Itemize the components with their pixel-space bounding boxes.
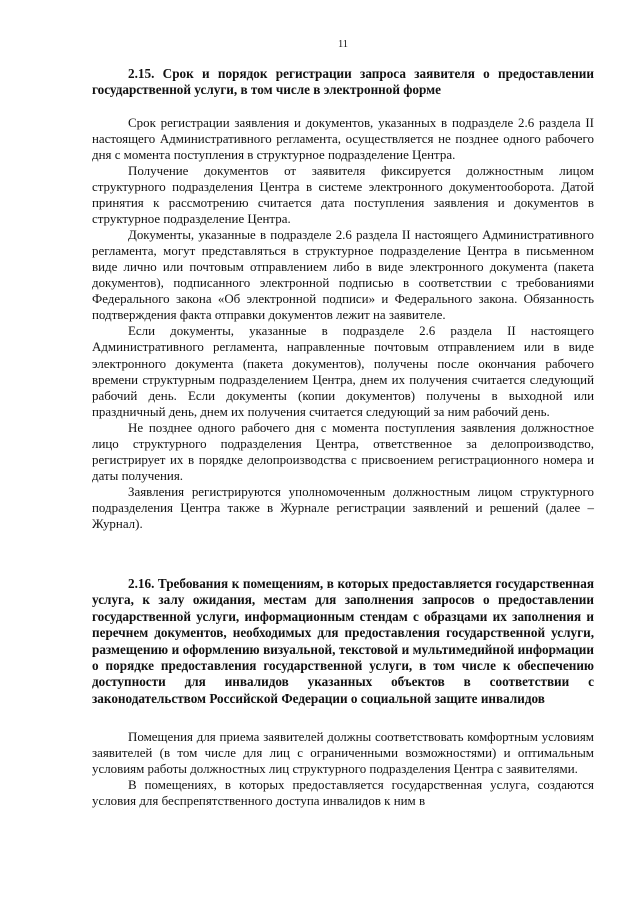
paragraph: В помещениях, в которых предоставляется государственная услуга, создаются условия для беспрепятственного доступа инвалидов к ним в <box>92 777 594 809</box>
paragraph: Срок регистрации заявления и документов, указанных в подразделе 2.6 раздела II настоящего Административного регламента, осуществляется не позднее одного рабочего дня с момента поступления в структурное подразделение Центра. <box>92 114 594 162</box>
paragraph: Заявления регистрируются уполномоченным должностным лицом структурного подразделения Центра также в Журнале регистрации заявлений и решений (далее – Журнал). <box>92 483 594 531</box>
paragraph: Помещения для приема заявителей должны соответствовать комфортным условиям заявителей (в том числе для лиц с ограниченными возможностями) и оптимальным условиям работы должностных лиц структурного подразделения Центра с заявителями. <box>92 729 594 777</box>
page-number: 11 <box>337 39 349 50</box>
section-2-16 <box>92 576 594 809</box>
paragraph: Если документы, указанные в подразделе 2.6 раздела II настоящего Административного регламента, направленные почтовым отправлением или в виде электронного документа (пакета документов), получены после окончания рабочего времени структурным подразделением Центра, днем их получения считается следующий рабочий день. Если документы (копии документов) получены в выходной или праздничный день, днем их получения считается следующий за ним рабочий день. <box>92 323 594 419</box>
paragraph: Получение документов от заявителя фиксируется должностным лицом структурного подразделения Центра в системе электронного документооборота. Датой принятия к рассмотрению считается дата поступления заявления и документов в структурное подразделение Центра. <box>92 162 594 227</box>
section-heading: 2.16. Требования к помещениям, в которых предоставляется государственная услуга, к залу ожидания, местам для заполнения запросов о предоставлении государственной услуги, информационным стендам с образцами их заполнения и перечнем документов, необходимых для предоставления государственной услуги, размещению и оформлению визуальной, текстовой и мультимедийной информации о порядке предоставления государственной услуги, в том числе к обеспечению доступности для инвалидов указанных объектов в соответствии с законодательством Российской Федерации о социальной защите инвалидов <box>92 576 594 706</box>
section-2-15 <box>92 66 594 532</box>
paragraph: Документы, указанные в подразделе 2.6 раздела II настоящего Административного регламента, могут представляться в структурное подразделение Центра в письменном виде лично или почтовым отправлением либо в виде электронного документа (пакета документов), подписанного электронной подписью в соответствии с требованиями Федерального закона «Об электронной подписи» и Федерального закона. Обязанность подтверждения факта отправки документов лежит на заявителе. <box>92 227 594 323</box>
paragraph: Не позднее одного рабочего дня с момента поступления заявления должностное лицо структурного подразделения Центра, ответственное за делопроизводство, регистрирует их в порядке делопроизводства с присвоением регистрационного номера и даты получения. <box>92 419 594 483</box>
section-heading: 2.15. Срок и порядок регистрации запроса заявителя о предоставлении государственной услуги, в том числе в электронной форме <box>92 66 594 98</box>
